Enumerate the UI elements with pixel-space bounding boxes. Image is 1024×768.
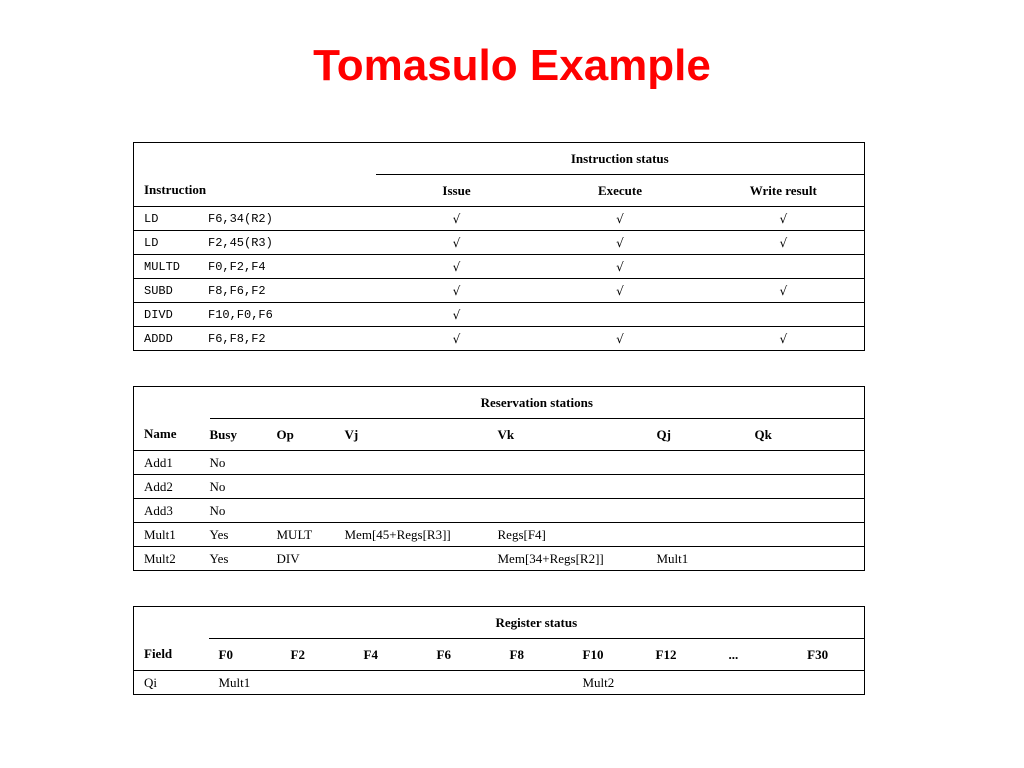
instruction-args: F2,45(R3) xyxy=(208,235,273,250)
header-register: F30 xyxy=(807,646,829,662)
rs-busy-cell: No xyxy=(210,499,277,523)
status-write-cell: √ xyxy=(703,231,865,255)
table-row xyxy=(134,255,865,279)
header-op: Op xyxy=(276,426,294,442)
rs-qj-cell xyxy=(657,451,755,475)
instruction-args: F6,34(R2) xyxy=(208,211,273,226)
header-qk: Qk xyxy=(754,426,772,442)
header-issue: Issue xyxy=(442,182,471,198)
status-write-cell xyxy=(703,303,865,327)
instruction-op: LD xyxy=(144,211,159,226)
header-write-result: Write result xyxy=(749,182,817,198)
header-vj: Vj xyxy=(344,426,359,442)
qi-cell xyxy=(792,671,865,695)
status-execute-cell: √ xyxy=(538,279,703,303)
status-write-cell xyxy=(703,255,865,279)
status-issue-cell: √ xyxy=(376,303,538,327)
status-execute-cell: √ xyxy=(538,231,703,255)
instruction-op: LD xyxy=(144,235,159,250)
status-write-cell: √ xyxy=(703,327,865,351)
rs-vj-cell xyxy=(345,499,498,523)
qi-cell xyxy=(500,671,573,695)
instruction-args: F10,F0,F6 xyxy=(208,307,273,322)
header-busy: Busy xyxy=(209,426,237,442)
header-qj: Qj xyxy=(656,426,671,442)
qi-cell xyxy=(427,671,500,695)
header-vk: Vk xyxy=(497,426,515,442)
instruction-op: MULTD xyxy=(144,259,181,274)
rs-op-cell xyxy=(277,475,345,499)
instruction-cell xyxy=(134,303,376,327)
rs-qj-cell xyxy=(657,499,755,523)
header-register: F10 xyxy=(582,646,604,662)
rs-vk-cell xyxy=(498,451,657,475)
rs-op-cell: MULT xyxy=(277,523,345,547)
instruction-cell xyxy=(134,255,376,279)
status-issue-cell: √ xyxy=(376,279,538,303)
row-label-qi: Qi xyxy=(134,671,209,695)
header-register: F2 xyxy=(290,646,305,662)
instruction-cell xyxy=(134,327,376,351)
register-status-table xyxy=(133,606,865,695)
rs-op-cell xyxy=(277,451,345,475)
status-execute-cell: √ xyxy=(538,327,703,351)
rs-op-cell xyxy=(277,499,345,523)
status-issue-cell: √ xyxy=(376,231,538,255)
header-instruction: Instruction xyxy=(144,182,207,198)
table-row xyxy=(134,279,865,303)
rs-vk-cell: Mem[34+Regs[R2]] xyxy=(498,547,657,571)
table-row xyxy=(134,303,865,327)
rs-name-cell: Add1 xyxy=(134,451,210,475)
instruction-args: F8,F6,F2 xyxy=(208,283,266,298)
page-title: Tomasulo Example xyxy=(313,41,711,90)
instruction-status-group-label: Instruction status xyxy=(376,143,865,175)
instruction-cell xyxy=(134,279,376,303)
header-register: F12 xyxy=(655,646,677,662)
table-row xyxy=(134,207,865,231)
qi-cell xyxy=(354,671,427,695)
header-register: F4 xyxy=(363,646,378,662)
rs-qj-cell xyxy=(657,475,755,499)
rs-qj-cell: Mult1 xyxy=(657,547,755,571)
instruction-args: F0,F2,F4 xyxy=(208,259,266,274)
table-row xyxy=(134,547,865,571)
instruction-op: SUBD xyxy=(144,283,173,298)
rs-qk-cell xyxy=(755,451,865,475)
qi-cell: Mult2 xyxy=(573,671,646,695)
rs-vj-cell xyxy=(345,451,498,475)
header-register: F0 xyxy=(218,646,233,662)
header-register: F8 xyxy=(509,646,524,662)
table-row xyxy=(134,475,865,499)
rs-qk-cell xyxy=(755,547,865,571)
instruction-cell xyxy=(134,207,376,231)
rs-name-cell: Add2 xyxy=(134,475,210,499)
status-execute-cell xyxy=(538,303,703,327)
register-status-group-label: Register status xyxy=(209,607,865,639)
table-row xyxy=(134,231,865,255)
rs-vj-cell xyxy=(345,475,498,499)
rs-qj-cell xyxy=(657,523,755,547)
reservation-stations-table xyxy=(133,386,865,571)
table-row xyxy=(134,523,865,547)
reservation-stations-group-label: Reservation stations xyxy=(210,387,865,419)
header-execute: Execute xyxy=(597,182,643,198)
rs-vk-cell xyxy=(498,499,657,523)
status-issue-cell: √ xyxy=(376,255,538,279)
instruction-cell xyxy=(134,231,376,255)
rs-vk-cell xyxy=(498,475,657,499)
rs-busy-cell: No xyxy=(210,451,277,475)
rs-vk-cell: Regs[F4] xyxy=(498,523,657,547)
rs-name-cell: Add3 xyxy=(134,499,210,523)
rs-busy-cell: Yes xyxy=(210,547,277,571)
rs-name-cell: Mult2 xyxy=(134,547,210,571)
rs-busy-cell: No xyxy=(210,475,277,499)
table-row xyxy=(134,451,865,475)
rs-busy-cell: Yes xyxy=(210,523,277,547)
qi-cell: Mult1 xyxy=(209,671,281,695)
rs-op-cell: DIV xyxy=(277,547,345,571)
status-write-cell: √ xyxy=(703,279,865,303)
instruction-op: DIVD xyxy=(144,307,173,322)
qi-cell xyxy=(646,671,719,695)
status-issue-cell: √ xyxy=(376,327,538,351)
instruction-args: F6,F8,F2 xyxy=(208,331,266,346)
instruction-status-table xyxy=(133,142,865,351)
rs-name-cell: Mult1 xyxy=(134,523,210,547)
status-execute-cell: √ xyxy=(538,207,703,231)
rs-vj-cell xyxy=(345,547,498,571)
rs-qk-cell xyxy=(755,523,865,547)
header-register: ... xyxy=(728,646,739,662)
rs-qk-cell xyxy=(755,475,865,499)
instruction-op: ADDD xyxy=(144,331,173,346)
status-execute-cell: √ xyxy=(538,255,703,279)
qi-cell xyxy=(281,671,354,695)
rs-qk-cell xyxy=(755,499,865,523)
rs-vj-cell: Mem[45+Regs[R3]] xyxy=(345,523,498,547)
status-write-cell: √ xyxy=(703,207,865,231)
header-field: Field xyxy=(144,646,173,662)
qi-cell xyxy=(719,671,792,695)
header-register: F6 xyxy=(436,646,451,662)
table-row xyxy=(134,499,865,523)
status-issue-cell: √ xyxy=(376,207,538,231)
header-name: Name xyxy=(144,426,177,442)
table-row xyxy=(134,327,865,351)
